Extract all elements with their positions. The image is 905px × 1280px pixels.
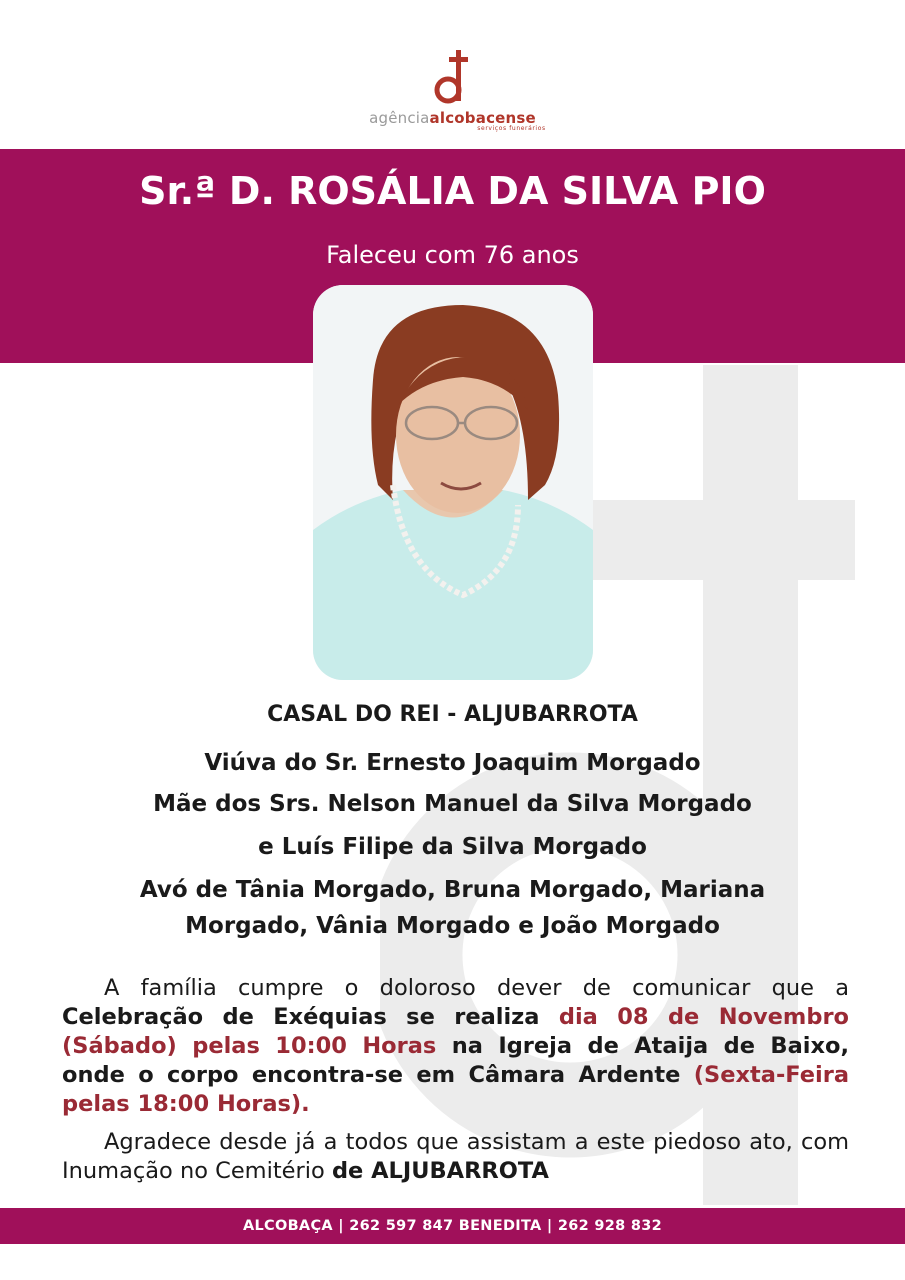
relation-line: Viúva do Sr. Ernesto Joaquim Morgado	[204, 750, 701, 776]
announcement-event: Celebração de Exéquias se realiza	[62, 1004, 559, 1030]
footer-contacts: ALCOBAÇA | 262 597 847 BENEDITA | 262 928 832	[0, 1208, 905, 1244]
brand-wordmark	[0, 110, 905, 126]
announcement-wake-time: (Sexta-Feira pelas 18:00 Horas).	[62, 1062, 849, 1117]
relation-line: e Luís Filipe da Silva Morgado	[258, 834, 647, 860]
announcement-date: dia 08 de Novembro (Sábado) pelas 10:00 Horas	[62, 1004, 850, 1059]
deceased-name: Sr.ª D. ROSÁLIA DA SILVA PIO	[139, 169, 766, 213]
thanks-text: Agradece desde já a todos que assistam a este piedoso ato, com Inumação no Cemitério	[62, 1129, 849, 1184]
announcement-text: A família cumpre o doloroso dever de comunicar que a	[104, 975, 849, 1001]
cross-d-logo-icon	[431, 46, 475, 108]
brand-tagline: serviços funerários	[477, 125, 546, 132]
portrait-illustration	[313, 285, 593, 680]
relation-line: Avó de Tânia Morgado, Bruna Morgado, Mariana	[139, 877, 766, 903]
thanks-paragraph	[62, 1128, 849, 1186]
brand-name-part2: alcobacense	[429, 109, 536, 127]
announcement-paragraph	[62, 974, 849, 1119]
thanks-cemetery: de ALJUBARROTA	[331, 1158, 549, 1184]
relation-line: Morgado, Vânia Morgado e João Morgado	[185, 913, 720, 939]
relation-line: Mãe dos Srs. Nelson Manuel da Silva Morgado	[153, 791, 752, 817]
location-heading: CASAL DO REI - ALJUBARROTA	[267, 702, 638, 727]
announcement-location: na Igreja de Ataija de Baixo, onde o corpo encontra-se em Câmara Ardente	[62, 1033, 849, 1088]
age-text: Faleceu com 76 anos	[326, 241, 579, 269]
agency-logo	[0, 46, 905, 132]
portrait-photo	[313, 285, 593, 680]
brand-name-part1: agência	[369, 109, 430, 127]
